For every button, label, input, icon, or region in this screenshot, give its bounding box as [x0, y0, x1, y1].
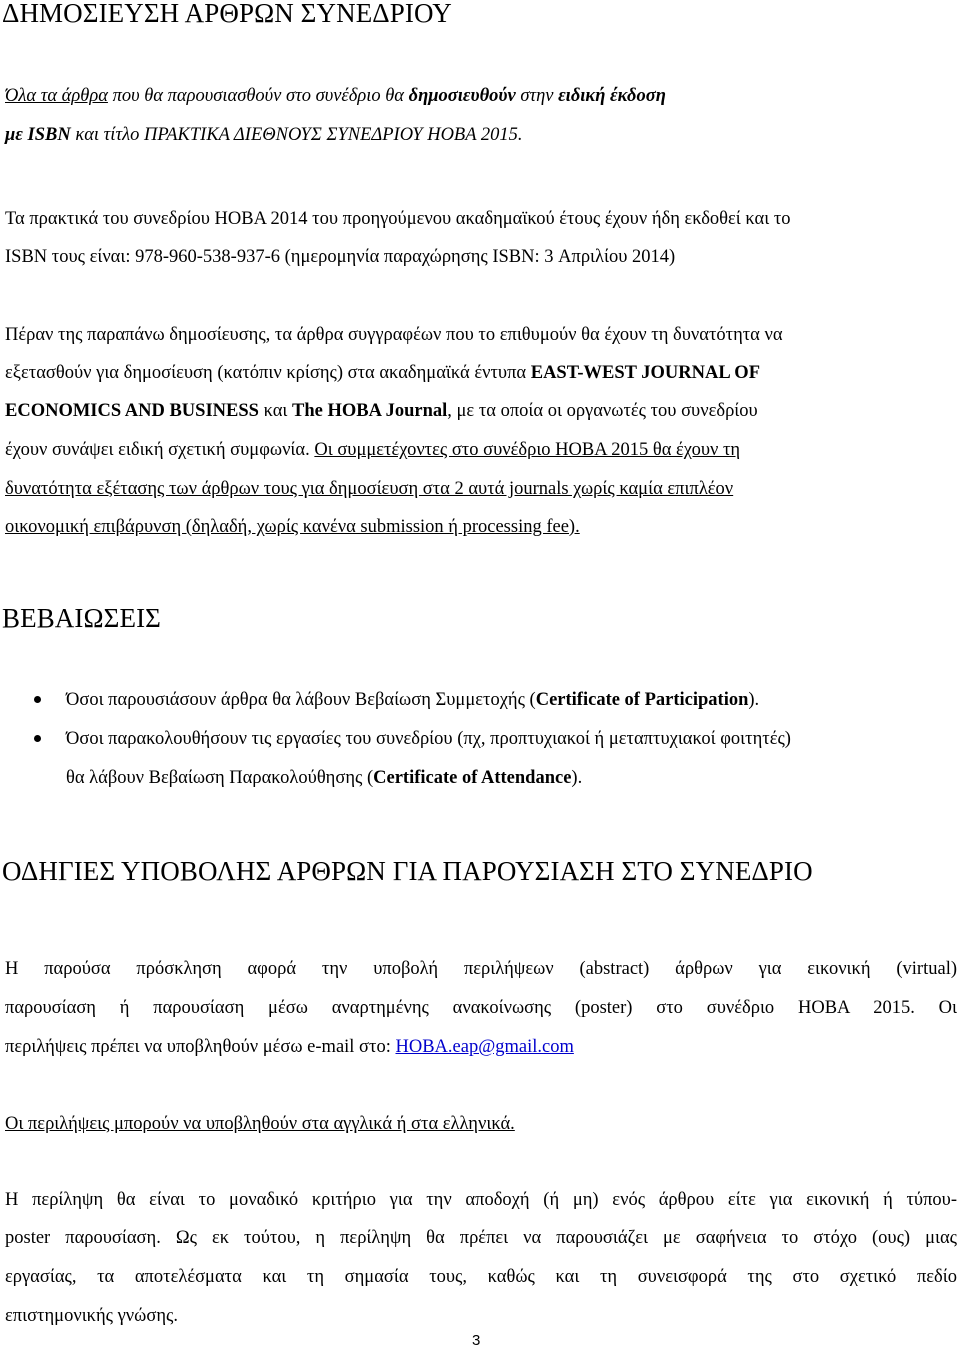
journals-line-3: ECONOMICS AND BUSINESS και The HOBA Journal, με τα οποία οι οργανωτές του συνεδρίου: [5, 401, 758, 421]
publication-intro-line-1: Όλα τα άρθρα που θα παρουσιασθούν στο συνέδριο θα δημοσιευθούν στην ειδική έκδοση: [5, 86, 666, 106]
call-line-2: παρουσίαση ή παρουσίαση μέσω αναρτημένης ανακοίνωσης (poster) στο συνέδριο ΗΟΒΑ 2015. Οι: [5, 998, 957, 1018]
criterion-line-3: εργασίας, τα αποτελέσματα και τη σημασία τους, καθώς και τη συνεισφορά της στο σχετικό πεδίο: [5, 1267, 957, 1287]
certificate-item-participation: Όσοι παρουσιάσουν άρθρα θα λάβουν Βεβαίωση Συμμετοχής (Certificate of Participation).: [66, 690, 760, 710]
journals-line-4: έχουν συνάψει ειδική σχετική συμφωνία. Οι συμμετέχοντες στο συνέδριο ΗΟΒΑ 2015 θα έχουν τη: [5, 440, 741, 460]
journals-line-5: δυνατότητα εξέτασης των άρθρων τους για δημοσίευση στα 2 αυτά journals χωρίς καμία επιπλέον: [5, 479, 734, 499]
certificate-item-attendance-line-1: Όσοι παρακολουθήσουν τις εργασίες του συνεδρίου (πχ, προπτυχιακοί ή μεταπτυχιακοί φοιτητές): [66, 729, 791, 749]
submission-heading: ΟΔΗΓΙΕΣ ΥΠΟΒΟΛΗΣ ΑΡΘΡΩΝ ΓΙΑ ΠΑΡΟΥΣΙΑΣΗ ΣΤΟ ΣΥΝΕΔΡΙΟ: [2, 856, 813, 886]
journals-line-1: Πέραν της παραπάνω δημοσίευσης, τα άρθρα συγγραφέων που το επιθυμούν θα έχουν τη δυνατότητα να: [5, 325, 783, 345]
publication-intro-line-2: με ISBN και τίτλο ΠΡΑΚΤΙΚΑ ΔΙΕΘΝΟΥΣ ΣΥΝΕΔΡΙΟΥ ΗΟΒΑ 2015.: [5, 125, 523, 145]
hoba-journal-title: The HOBA Journal: [292, 401, 448, 421]
certificates-heading: ΒΕΒΑΙΩΣΕΙΣ: [2, 603, 161, 633]
journals-line-6: οικονομική επιβάρυνση (δηλαδή, χωρίς κανένα submission ή processing fee).: [5, 517, 580, 537]
criterion-line-4: επιστημονικής γνώσης.: [5, 1306, 178, 1326]
criterion-line-1: Η περίληψη θα είναι το μοναδικό κριτήριο για την αποδοχή (ή μη) ενός άρθρου είτε για εικονική ή τύπου-: [5, 1190, 957, 1210]
all-articles-text: Όλα τα άρθρα: [5, 86, 108, 106]
email-link[interactable]: HOBA.eap@gmail.com: [395, 1037, 574, 1057]
publication-heading: ΔΗΜΟΣΙΕΥΣΗ ΑΡΘΡΩΝ ΣΥΝΕΔΡΙΟΥ: [2, 0, 452, 28]
page-number: 3: [472, 1332, 481, 1349]
bullet-icon: [34, 696, 41, 703]
bullet-icon: [34, 735, 41, 742]
criterion-line-2: poster παρουσίαση. Ως εκ τούτου, η περίληψη θα πρέπει να παρουσιάζει με σαφήνεια το στόχο (ους) μιας: [5, 1228, 957, 1248]
certificate-item-attendance-line-2: θα λάβουν Βεβαίωση Παρακολούθησης (Certificate of Attendance).: [66, 768, 583, 788]
proceedings-line-1: Τα πρακτικά του συνεδρίου ΗΟΒΑ 2014 του προηγούμενου ακαδημαϊκού έτους έχουν ήδη εκδοθεί και το: [5, 209, 791, 229]
languages-note: Οι περιλήψεις μπορούν να υποβληθούν στα αγγλικά ή στα ελληνικά.: [5, 1114, 515, 1134]
ewjeb-title: EAST-WEST JOURNAL OF: [530, 363, 760, 383]
call-line-3: περιλήψεις πρέπει να υποβληθούν μέσω e-mail στο: HOBA.eap@gmail.com: [5, 1037, 574, 1057]
proceedings-line-2: ISBN τους είναι: 978-960-538-937-6 (ημερομηνία παραχώρησης ISBN: 3 Απριλίου 2014): [5, 247, 676, 267]
journals-line-2: εξετασθούν για δημοσίευση (κατόπιν κρίσης) στα ακαδημαϊκά έντυπα EAST-WEST JOURNAL OF: [5, 363, 760, 383]
call-line-1: Η παρούσα πρόσκληση αφορά την υποβολή περιλήψεων (abstract) άρθρων για εικονική (virtual): [5, 959, 957, 979]
